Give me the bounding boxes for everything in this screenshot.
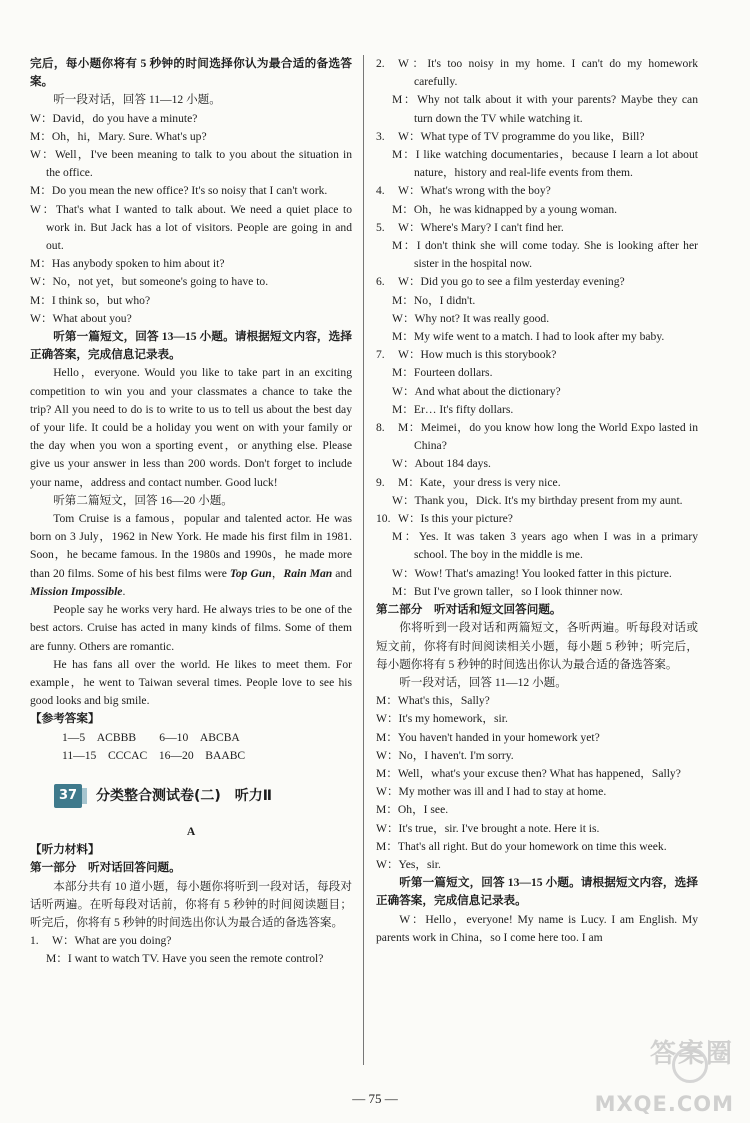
passage2-text: Tom Cruise is a famous，popular and talented actor. He was born on 3 July，1962 in New York. He made his first film in 1981. Soon，he became famous. In the 1980s and 1990s，he made more than 20 films. Some of his best films were [30, 512, 352, 580]
dialog-line: 4. W：What's wrong with the boy? [376, 182, 698, 200]
question-list [376, 55, 698, 601]
dialog-line: M：That's all right. But do your homework on time this week. [376, 839, 667, 853]
right-column [376, 55, 698, 947]
passage2-paragraph-2: People say he works very hard. He always tries to be one of the best actors. Cruise has acted in many kinds of films. Some of them are funny. Others are romantic. [30, 603, 352, 653]
dialog-line: W：That's what I wanted to talk about. We need a quiet place to work in. But Jack has a lot of visitors. People are going in and out. [30, 202, 352, 253]
part1-intro: 本部分共有 10 道小题，每小题你将听到一段对话，每段对话听两遍。在听每段对话前，你将有 5 秒钟的时间阅读题目；听完后，你将有 5 秒钟的时间选出你认为最合适的备选答案。 [30, 879, 352, 929]
question-number: 6. [376, 275, 385, 289]
question-number: 3. [376, 129, 385, 143]
dialog-line: W：Wow! That's amazing! You looked fatter in this picture. [392, 566, 672, 580]
dialog-line: M：I think so，but who? [30, 293, 151, 307]
dialog-line: M：Well，what's your excuse then? What has happened，Sally? [376, 766, 681, 780]
section-number-badge: 37 [54, 784, 82, 808]
question-number: 10. [376, 512, 391, 526]
dialog-line: M：Why not talk about it with your parents? Maybe they can turn down the TV while watching it. [392, 93, 698, 125]
film-title: Rain Man [283, 566, 333, 580]
dialog-line: M：You haven't handed in your homework yet? [376, 730, 600, 744]
dialog-line: W：It's true，sir. I've brought a note. Here it is. [376, 821, 600, 835]
dialog-line: M：Fourteen dollars. [392, 366, 493, 380]
part2-title: 第二部分 听对话和短文回答问题。 [376, 603, 562, 617]
question-1 [30, 932, 352, 968]
watermark-logo [588, 1039, 738, 1116]
dialog-line: M：I want to watch TV. Have you seen the remote control? [46, 952, 324, 966]
question-item [376, 128, 698, 183]
part-letter: A [186, 824, 196, 838]
dialog-line: M：Has anybody spoken to him about it? [30, 257, 225, 271]
part1-title: 第一部分 听对话回答问题。 [30, 861, 181, 875]
column-divider [363, 55, 364, 1065]
dialog-block [376, 692, 698, 874]
section-heading [54, 783, 352, 809]
dialog-line: W：Yes，sir. [376, 857, 441, 871]
part2-intro: 你将听到一段对话和两篇短文，各听两遍。听每段对话或短文前，你将有时间阅读相关小题，每小题 5 秒钟；听完后，每小题你将有 5 秒钟的时间选出你认为最合适的备选答案。 [376, 621, 698, 671]
question-number: 2. [376, 57, 385, 70]
intro-continuation: 完后，每小题你将有 5 秒钟的时间选择你认为最合适的备选答案。 [30, 57, 352, 89]
dialog-line: W：David，do you have a minute? [30, 111, 198, 125]
passage1-text: W：Hello，everyone! My name is Lucy. I am English. My parents work in China，so I come here too. I am [376, 912, 698, 944]
dialog-line: M：Yes. It was taken 3 years ago when I was in a primary school. The boy in the middle is me. [392, 530, 698, 562]
dialog-line: W：Thank you，Dick. It's my birthday present from my aunt. [392, 493, 683, 507]
film-title: Mission Impossible [30, 584, 123, 598]
watermark-text-bottom: MXQE.COM [594, 1091, 734, 1116]
passage1-text: Hello，everyone. Would you like to take part in an exciting competition to win you and your classmates a chance to take the trip? All you need to do is to write to us to tell us about the best day of your life. It could be a holiday you went on with your family or the day when you won a sporting event，or anything else. Please give us your answer in less than 200 words. Don't forget to include your name，address and contact number. Good luck! [30, 366, 352, 489]
question-number: 1. [30, 934, 39, 948]
dialog-line: W：No，not yet，but someone's going to have to. [30, 275, 269, 289]
answers-row: 11—15 CCCAC 16—20 BAABC [62, 748, 246, 762]
dialog-line: W：My mother was ill and I had to stay at home. [376, 785, 607, 799]
material-title: 【听力材料】 [30, 843, 100, 857]
dialog-line: W：And what about the dictionary? [392, 384, 561, 398]
watermark-text-top: 答案圈 [649, 1039, 734, 1069]
question-number: 9. [376, 475, 385, 489]
left-column [30, 55, 352, 969]
passage2-paragraph-3: He has fans all over the world. He likes to meet them. For example，he went to Taiwan several times. People love to see his good looks and big smile. [30, 657, 352, 708]
dialog-line: W：What about you? [30, 311, 132, 325]
passage1-heading: 听第一篇短文，回答 13—15 小题。请根据短文内容，选择正确答案，完成信息记录表。 [376, 876, 698, 908]
dialog-line: M：I don't think she will come today. She is looking after her sister in the hospital now. [392, 239, 698, 271]
question-item [376, 219, 698, 274]
dialog-line: 5. W：Where's Mary? I can't find her. [376, 219, 698, 237]
dialog-line: 10. W：Is this your picture? [376, 510, 698, 528]
dialog-line: M：What's this，Sally? [376, 694, 490, 708]
section-title: 分类整合测试卷(二) 听力Ⅱ [96, 787, 273, 804]
question-item [376, 346, 698, 419]
page-number: — 75 — [352, 1091, 398, 1106]
dialog-line: M：My wife went to a match. I had to look after my baby. [392, 330, 665, 344]
dialog-line: W：Why not? It was really good. [392, 311, 550, 325]
dialog-line: M：But I've grown taller，so I look thinner now. [392, 584, 623, 598]
dialog-line: 2. W：It's too noisy in my home. I can't do my homework carefully. [376, 57, 698, 89]
question-number: 7. [376, 348, 385, 362]
dialog-line: M：Er… It's fifty dollars. [392, 402, 514, 416]
question-item [376, 182, 698, 218]
question-number: 5. [376, 220, 385, 234]
passage1-heading: 听第一篇短文，回答 13—15 小题。请根据短文内容，选择正确答案，完成信息记录表。 [30, 330, 352, 362]
passage2-heading: 听第二篇短文，回答 16—20 小题。 [53, 493, 233, 507]
film-title: Top Gun [229, 566, 272, 580]
question-number: 8. [376, 421, 385, 435]
dialog-line: 3. W：What type of TV programme do you like，Bill? [376, 128, 698, 146]
dialog-line: 9. M：Kate，your dress is very nice. [376, 474, 698, 492]
dialog-line: W：About 184 days. [392, 457, 491, 471]
dialog-line: M：Oh，I see. [376, 803, 449, 817]
dialog-line: M：Oh，hi，Mary. Sure. What's up? [30, 129, 207, 143]
question-item [376, 55, 698, 128]
question-number: 4. [376, 184, 385, 198]
question-item [376, 419, 698, 474]
dialog-line: M：No，I didn't. [392, 293, 476, 307]
question-item [376, 510, 698, 601]
dialog-line: W：Well，I've been meaning to talk to you about the situation in the office. [30, 148, 352, 180]
dialog-heading: 听一段对话，回答 11—12 小题。 [53, 93, 221, 107]
question-item [376, 273, 698, 346]
dialog-heading: 听一段对话，回答 11—12 小题。 [399, 675, 567, 689]
answers-title: 【参考答案】 [30, 712, 100, 726]
answers-row: 1—5 ACBBB 6—10 ABCBA [62, 730, 240, 744]
dialog-line: 8. M：Meimei，do you know how long the World Expo lasted in China? [376, 421, 698, 453]
dialog-line: M：Do you mean the new office? It's so noisy that I can't work. [30, 184, 328, 198]
dialog-block [30, 110, 352, 328]
dialog-line: 7. W：How much is this storybook? [376, 346, 698, 364]
dialog-line: M：Oh，he was kidnapped by a young woman. [392, 202, 618, 216]
dialog-line: 1. W：What are you doing? [30, 932, 352, 950]
dialog-line: W：It's my homework，sir. [376, 712, 508, 726]
dialog-line: M：I like watching documentaries，because I learn a lot about nature，history and real-life events from them. [392, 148, 698, 180]
dialog-line: W：No，I haven't. I'm sorry. [376, 748, 514, 762]
dialog-line: 6. W：Did you go to see a film yesterday evening? [376, 273, 698, 291]
passage2-paragraph-1: Tom Cruise is a famous，popular and talented actor. He was born on 3 July，1962 in New York. He made his first film in 1981. Soon，he became famous. In the 1980s and 1990s，he made more than 20 films. Some of his best films were Top Gun，Rain Man and Mission Impossible. [30, 512, 352, 598]
question-item [376, 474, 698, 510]
